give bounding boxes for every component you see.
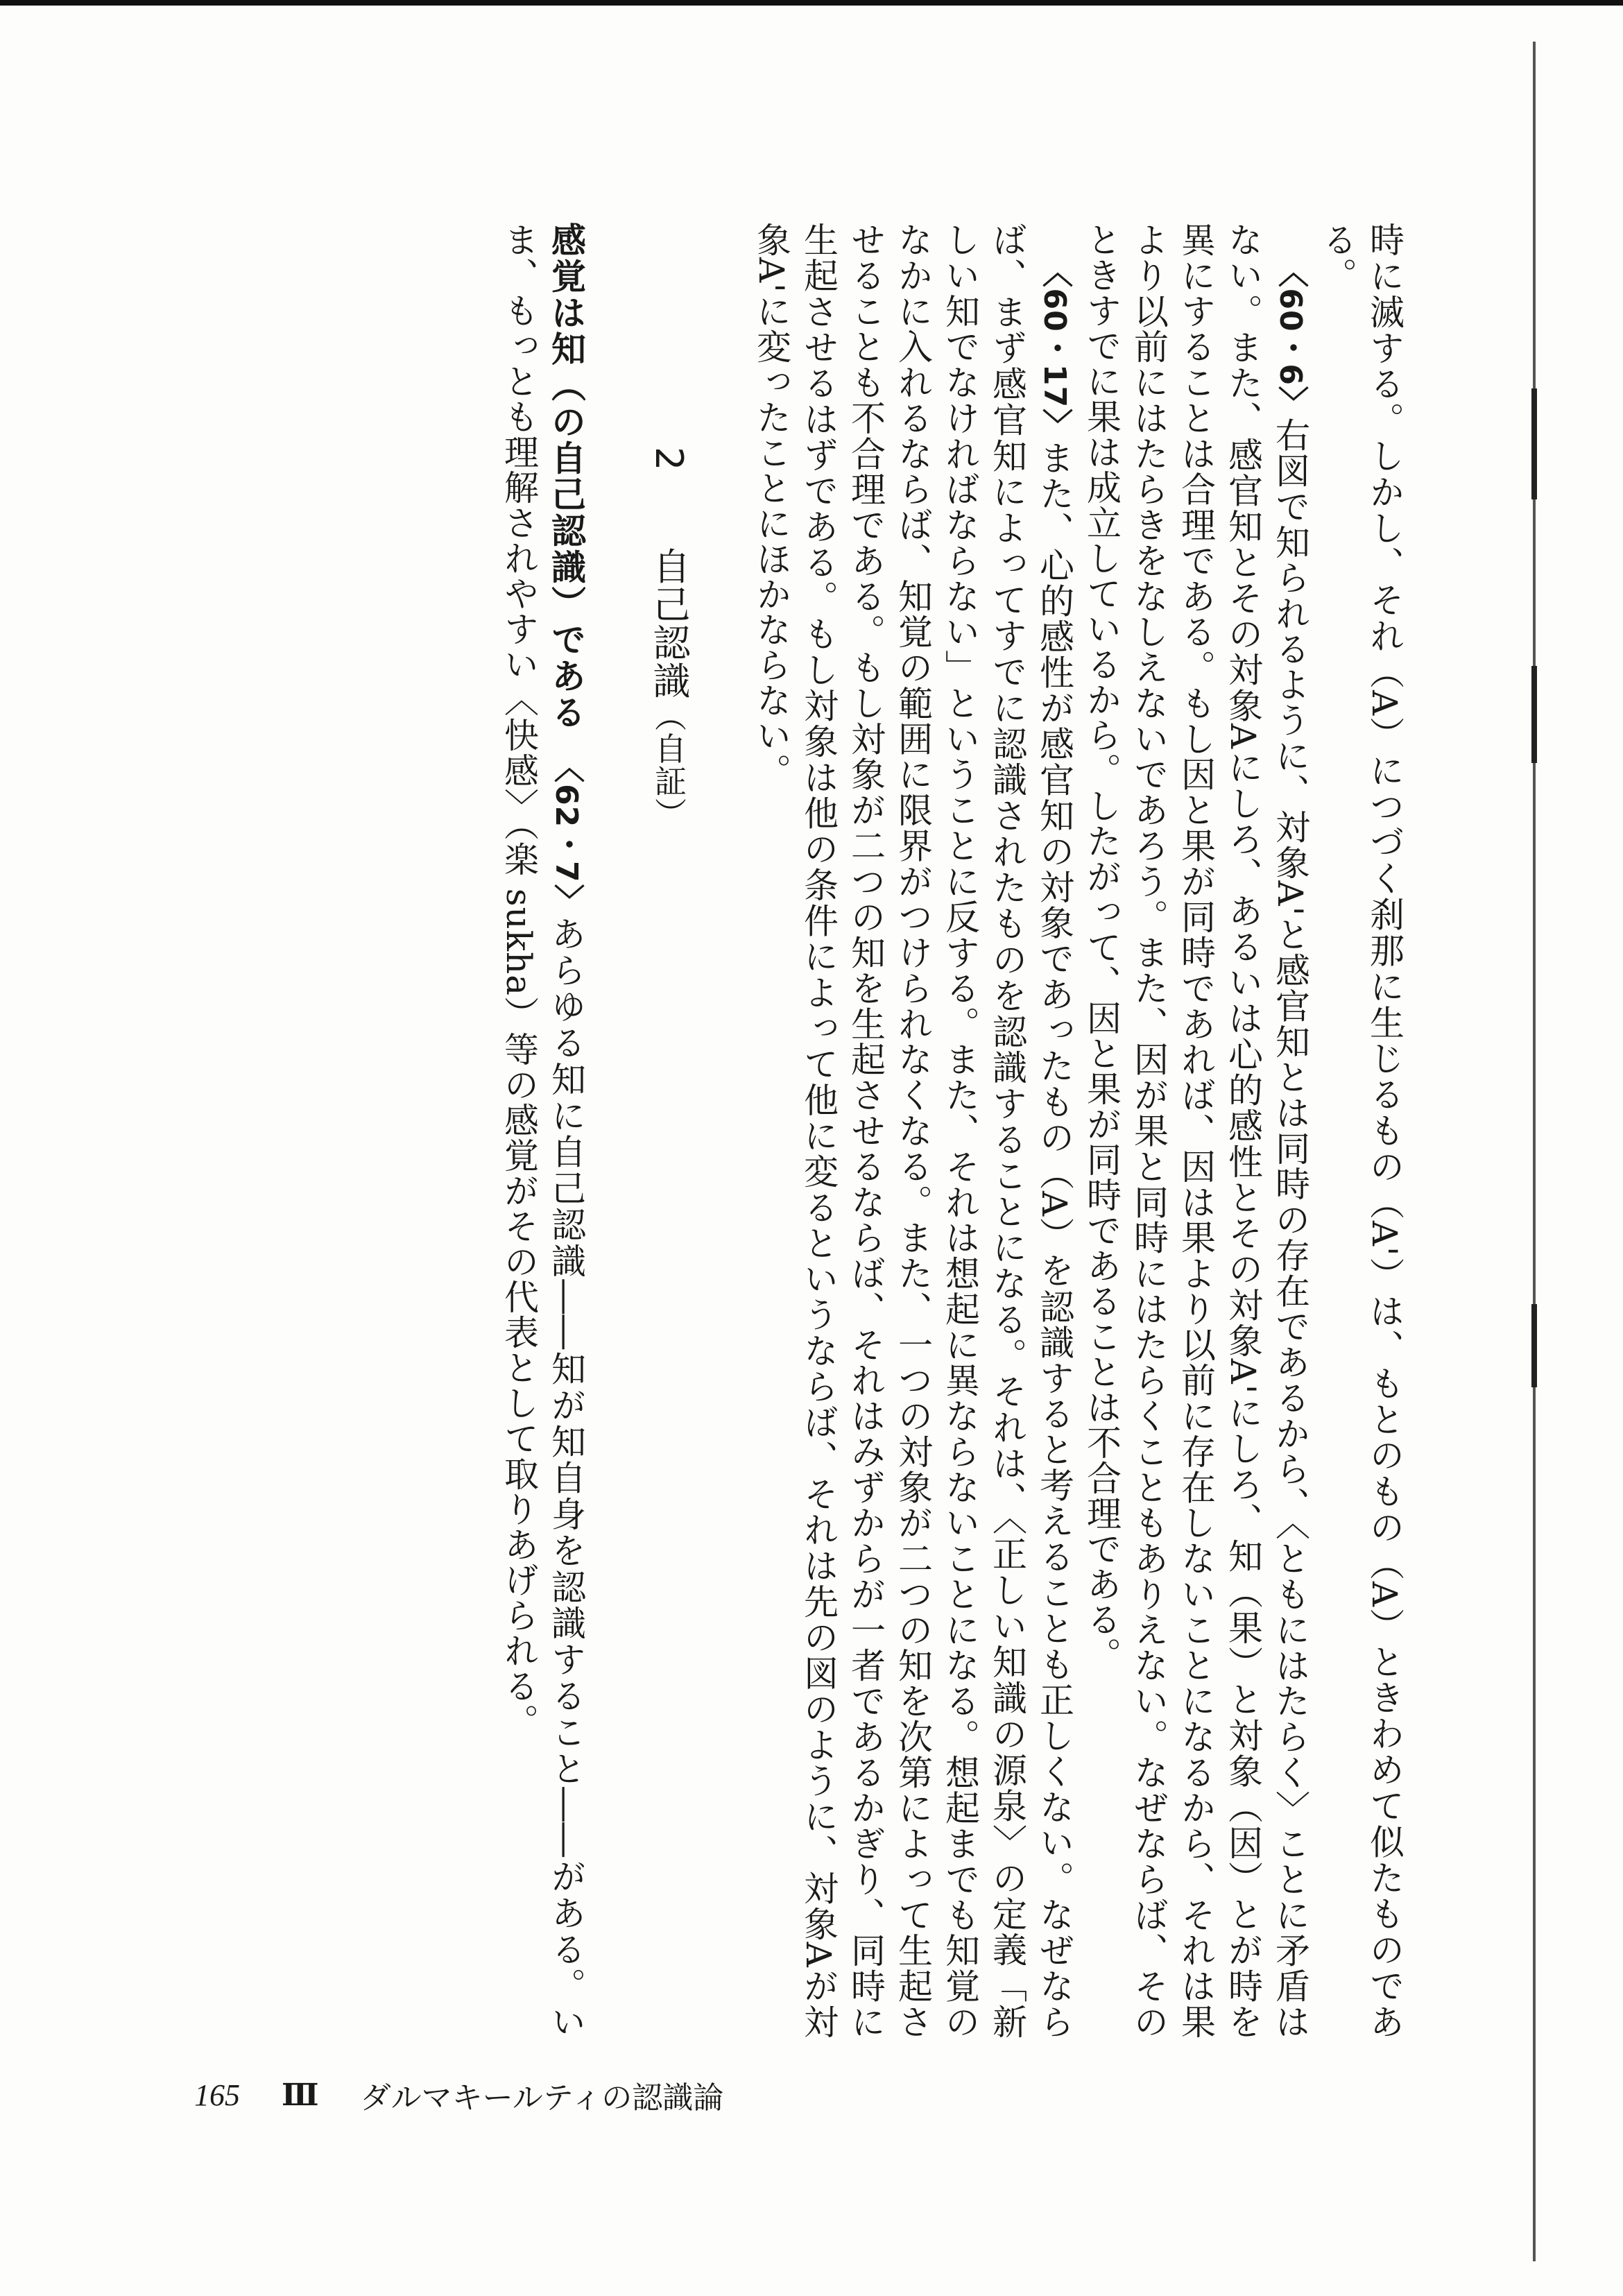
- page-footer: [194, 2074, 723, 2116]
- paragraph-text: 時に滅する。しかし、それ（A）につづく刹那に生じるもの（A'）は、もとのもの（A）ときわめて似たものである。: [1317, 222, 1405, 2039]
- reference-number: 〈60・17〉: [1037, 257, 1072, 440]
- subsection-paragraph: [495, 222, 590, 2039]
- section-subtitle: （自証）: [650, 699, 687, 830]
- subsection-heading: 感覚は知（の自己認識）である: [546, 222, 586, 731]
- reference-number: 〈62・7〉: [549, 766, 584, 916]
- reference-number: 〈60・6〉: [1273, 257, 1308, 418]
- paragraph-1: [1314, 222, 1408, 2039]
- paragraph-3: [748, 222, 1078, 2039]
- paragraph-text: あらゆる知に自己認識――知が知自身を認識すること――がある。いま、もっとも理解されやすい〈快感〉（楽 sukha）等の感覚がその代表として取りあげられる。: [499, 222, 586, 2039]
- binding-mark: [1531, 388, 1537, 499]
- binding-mark: [1531, 666, 1537, 763]
- paragraph-text: また、心的感性が感官知の対象であったもの（A）を認識すると考えることも正しくない。なぜならば、まず感官知によってすでに認識されたものを認識することになる。それは、〈正しい知識の源泉〉の定義「新しい知でなければならない」ということに反する。また、それは想起に異ならないことになる。想起までも知覚のなかに入れるならば、知覚の範囲に限界がつけられなくなる。また、一つの対象が二つの知を次第によって生起させることも不合理である。もし対象が二つの知を生起させるならば、それはみずからが一者であるかぎり、同時に生起させるはずである。もし対象は他の条件によって他に変るというならば、それは先の図のように、対象Aが対象A'に変ったことにほかならない。: [751, 222, 1074, 2039]
- page-body: [160, 222, 1408, 2039]
- paragraph-2: [1078, 222, 1314, 2039]
- chapter-title: ダルマキールティの認識論: [360, 2080, 724, 2116]
- paragraph-text: 右図で知られるように、対象A'と感官知とは同時の存在であるから、〈ともにはたらく〉ことに矛盾はない。また、感官知とその対象Aにしろ、あるいは心的感性とその対象A'にしろ、知（果）と対象（因）とが時を異にすることは合理である。もし因と果が同時であれば、因は果より以前に存在しないことになるから、それは果より以前にはたらきをなしえないであろう。また、因が果と同時にはたらくこともありえない。なぜならば、そのときすでに果は成立しているから。したがって、因と果が同時であることは不合理である。: [1081, 222, 1310, 2039]
- top-rule: [0, 0, 1623, 6]
- section-heading: [645, 222, 692, 2039]
- binding-line: [1533, 42, 1536, 2261]
- part-label: Ⅲ: [282, 2077, 319, 2113]
- page-number: 165: [194, 2077, 240, 2112]
- section-title: 自己認識: [647, 547, 691, 700]
- section-number: 2: [647, 447, 691, 472]
- binding-mark: [1531, 1304, 1537, 1387]
